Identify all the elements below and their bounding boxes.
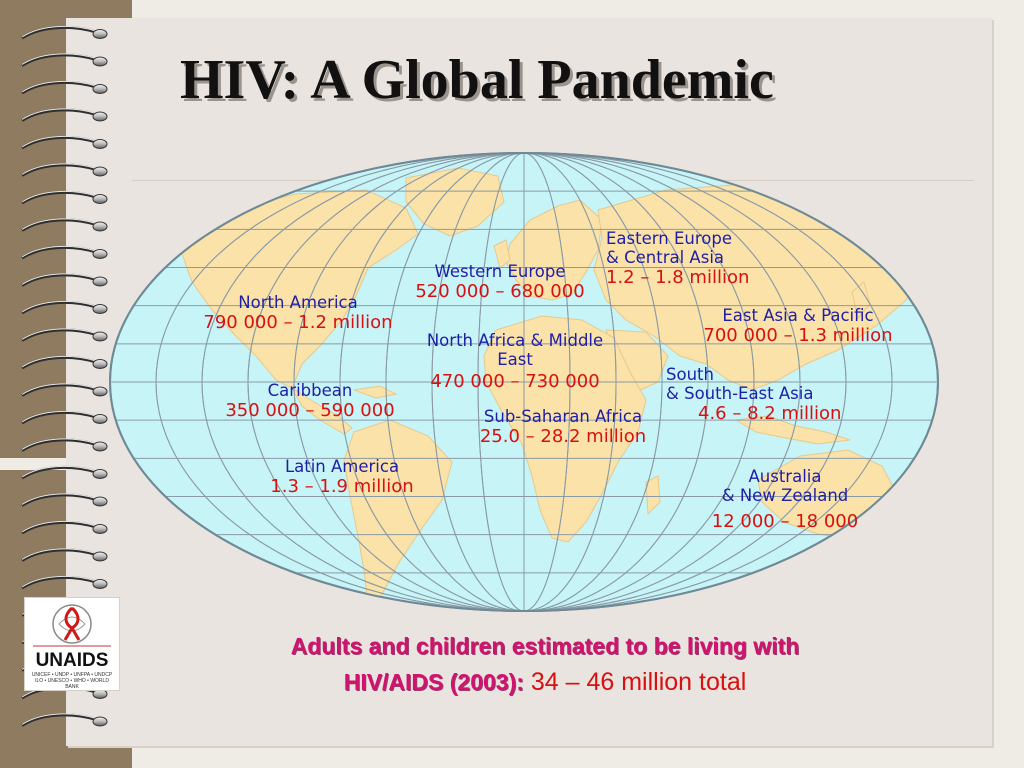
footer-line2-label: HIV/AIDS (2003): [343,669,524,695]
binder-ring [22,467,96,478]
binder-ring-end [93,140,107,149]
region-australia-new-zealand [688,467,882,532]
binder-ring-end [93,112,107,121]
region-name: East Asia & Pacific [722,306,874,325]
unaids-partners: UNICEF • UNDP • UNFPA • UNDCP ILO • UNESCO • WHO • WORLD BANK [31,672,113,690]
region-value: 1.3 – 1.9 million [270,476,414,497]
page-title: HIV: A Global Pandemic [180,49,774,111]
binder-ring-end [93,305,107,314]
binder-ring-end [93,442,107,451]
region-name: Latin America [284,457,400,476]
binder-ring-end [93,387,107,396]
binder-ring-end [93,222,107,231]
region-value: 790 000 – 1.2 million [203,312,393,333]
binder-ring [22,220,96,231]
binder-ring [22,137,96,148]
footer-line2 [220,664,870,700]
binder-ring [22,715,96,726]
region-western-europe [394,262,606,302]
binder-ring [22,495,96,506]
region-value: 520 000 – 680 000 [415,281,585,302]
binder-ring-end [93,552,107,561]
region-name: Eastern Europe [606,229,732,248]
binder-ring [22,550,96,561]
region-value: 12 000 – 18 000 [711,511,859,532]
region-value: 470 000 – 730 000 [430,371,600,392]
region-name: Caribbean [267,381,353,400]
binder-ring-end [93,277,107,286]
binder-ring-end [93,167,107,176]
unaids-logo [24,597,120,691]
region-name: & New Zealand [721,486,849,505]
land-new-zealand [914,526,926,560]
unaids-wordmark: UNAIDS [35,650,109,671]
binder-ring-end [93,57,107,66]
region-eastern-europe [606,229,749,288]
binder-ring [22,55,96,66]
region-caribbean [198,381,422,421]
region-sub-saharan-africa [452,407,674,447]
region-latin-america [240,457,444,497]
binder-ring [22,357,96,368]
region-value: 700 000 – 1.3 million [703,325,893,346]
footer-total: 34 – 46 million total [523,668,747,696]
binder-ring-end [93,85,107,94]
binder-ring-end [93,360,107,369]
region-name: Australia [748,467,822,486]
binder-ring-end [93,580,107,589]
binder-ring-end [93,195,107,204]
footer-line1: Adults and children estimated to be living with [290,633,800,659]
binder-ring [22,522,96,533]
binder-ring [22,192,96,203]
binder-ring-end [93,332,107,341]
binder-ring [22,82,96,93]
region-east-asia-pacific [676,306,920,346]
red-ribbon-icon [25,598,119,650]
region-value: 25.0 – 28.2 million [479,426,647,447]
region-name: Sub-Saharan Africa [483,407,643,426]
region-name: North America [238,293,358,312]
region-name: North Africa & Middle [426,331,604,350]
region-north-africa-middle-east [404,331,626,392]
binder-ring [22,27,96,38]
region-value: 350 000 – 590 000 [225,400,395,421]
binder-ring [22,412,96,423]
region-name: Western Europe [434,262,566,281]
binder-ring-end [93,717,107,726]
binder-ring [22,302,96,313]
binder-ring-end [93,415,107,424]
binder-ring-end [93,497,107,506]
binder-ring-end [93,250,107,259]
binder-ring [22,165,96,176]
footer-caption [220,628,870,700]
region-value: 1.2 – 1.8 million [606,267,750,288]
region-name: & South-East Asia [666,384,814,403]
binder-ring [22,110,96,121]
binder-ring [22,275,96,286]
region-north-america [178,293,418,333]
binder-ring-end [93,30,107,39]
binder-ring-end [93,470,107,479]
region-name: & Central Asia [606,248,725,267]
binder-ring [22,440,96,451]
binder-ring [22,385,96,396]
binder-ring [22,247,96,258]
binder-ring [22,577,96,588]
region-name: East [497,350,533,369]
region-name: South [666,365,714,384]
region-south-asia [666,365,841,424]
region-value: 4.6 – 8.2 million [698,403,842,424]
binder-ring [22,330,96,341]
binder-ring-end [93,525,107,534]
